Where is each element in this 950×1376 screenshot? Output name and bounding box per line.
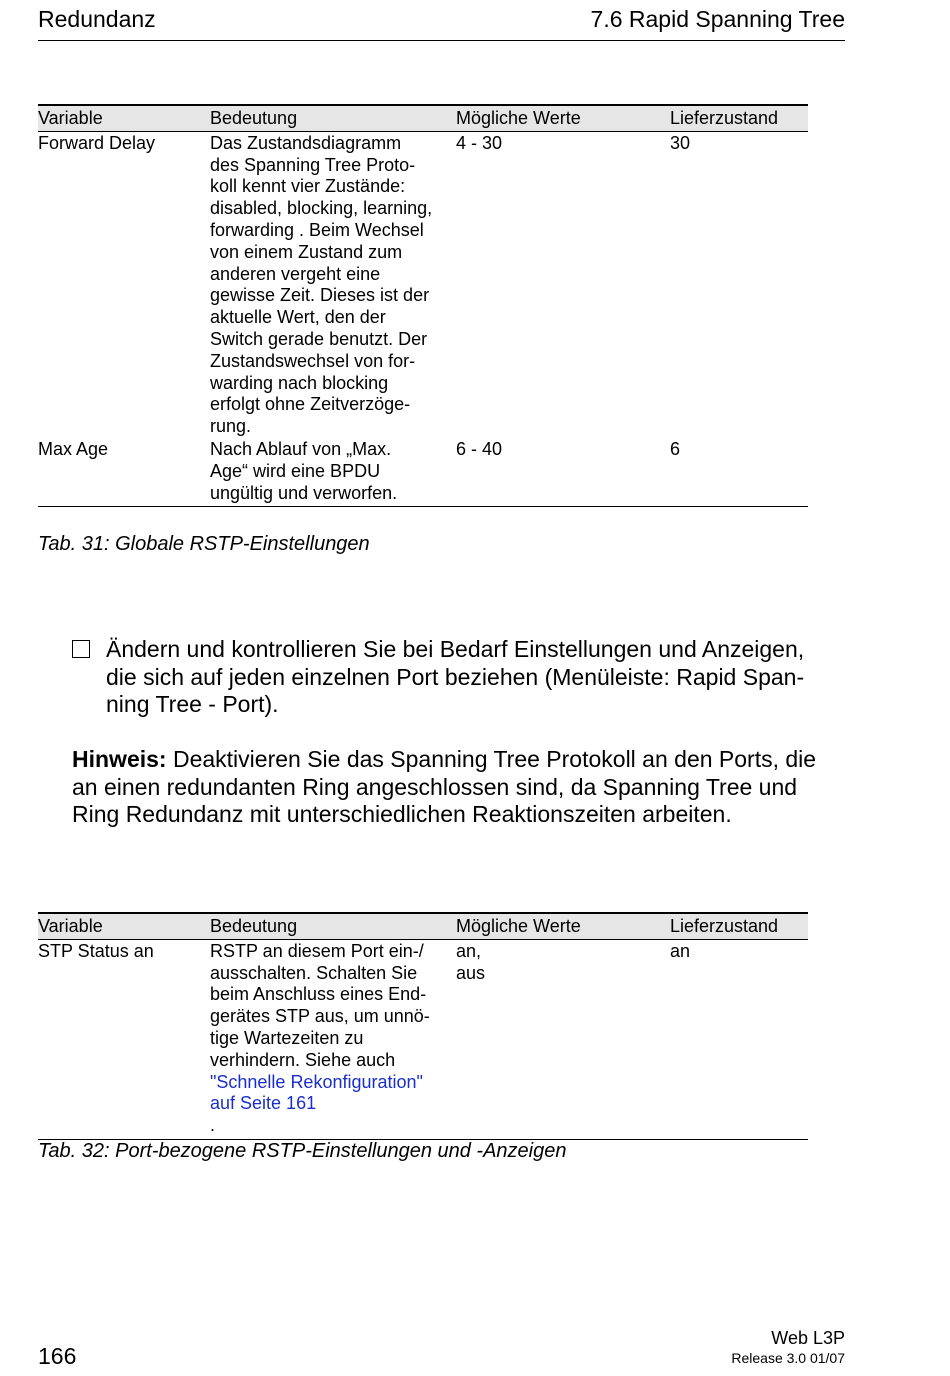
cell-werte <box>456 939 670 1139</box>
note-text: Deaktivieren Sie das Spanning Tree Protokoll an den Ports, die <box>166 746 817 772</box>
cross-reference-link[interactable]: "Schnelle Rekonfiguration" <box>210 1071 423 1092</box>
cell-variable: Max Age <box>38 438 210 507</box>
cross-reference-link[interactable]: auf Seite 161 <box>210 1093 317 1114</box>
desc-line: verhindern. Siehe auch <box>210 1049 396 1070</box>
cell-variable: Forward Delay <box>38 132 156 153</box>
col-werte: Mögliche Werte <box>456 913 670 939</box>
cell-bedeutung <box>210 438 456 507</box>
desc-line: Das Zustandsdiagramm <box>210 132 402 153</box>
task-line: die sich auf jeden einzelnen Port beziehen (Menüleiste: Rapid Span- <box>106 663 805 690</box>
desc-line: Zustandswechsel von for- <box>210 350 416 371</box>
desc-line: aktuelle Wert, den der <box>210 307 386 328</box>
desc-line: tige Wartezeiten zu <box>210 1027 364 1048</box>
desc-line: Switch gerade benutzt. Der <box>210 328 428 349</box>
desc-line: beim Anschluss eines End- <box>210 984 427 1005</box>
rstp-global-table <box>38 104 808 507</box>
note-paragraph <box>72 746 862 829</box>
note-text: Ring Redundanz mit unterschiedlichen Reaktionszeiten arbeiten. <box>72 801 732 827</box>
desc-line: RSTP an diesem Port ein-/ <box>210 940 424 961</box>
desc-line: ungültig und verworfen. <box>210 482 398 503</box>
task-line: ning Tree - Port). <box>106 691 279 717</box>
desc-suffix: . <box>210 1115 216 1136</box>
desc-line: ausschalten. Schalten Sie <box>210 962 418 983</box>
note-text: an einen redundanten Ring angeschlossen sind, da Spanning Tree und <box>72 773 798 800</box>
cell-bedeutung <box>210 131 456 438</box>
desc-line: rung. <box>210 416 252 437</box>
cell-lieferzustand: an <box>670 939 808 1139</box>
desc-line: anderen vergeht eine <box>210 263 381 284</box>
task-text <box>106 636 852 719</box>
rstp-port-table <box>38 912 808 1140</box>
col-werte: Mögliche Werte <box>456 105 670 131</box>
desc-line: Age“ wird eine BPDU <box>210 460 381 481</box>
col-lieferzustand: Lieferzustand <box>670 105 808 131</box>
note-label: Hinweis: <box>72 746 167 772</box>
cell-lieferzustand: 30 <box>670 132 691 153</box>
desc-line: koll kennt vier Zustände: <box>210 176 406 197</box>
desc-line: warding nach blocking <box>210 372 389 393</box>
cell-variable: STP Status an <box>38 939 210 1139</box>
table-row <box>38 939 808 1139</box>
desc-line: des Spanning Tree Proto- <box>210 154 416 175</box>
cell-werte: 6 - 40 <box>456 438 670 507</box>
col-variable: Variable <box>38 105 210 131</box>
desc-line: von einem Zustand zum <box>210 241 403 262</box>
desc-line: forwarding . Beim Wechsel <box>210 219 424 240</box>
col-bedeutung: Bedeutung <box>210 105 456 131</box>
page-header <box>38 6 845 41</box>
table-caption: Tab. 32: Port-bezogene RSTP-Einstellungen und -Anzeigen <box>38 1140 567 1162</box>
col-lieferzustand: Lieferzustand <box>670 913 808 939</box>
table-row <box>38 131 808 438</box>
desc-line: gerätes STP aus, um unnö- <box>210 1006 430 1027</box>
task-item <box>72 636 852 719</box>
col-variable: Variable <box>38 913 210 939</box>
desc-line: disabled, blocking, learning, <box>210 198 433 219</box>
desc-line: gewisse Zeit. Dieses ist der <box>210 285 430 306</box>
cell-werte: 4 - 30 <box>456 132 503 153</box>
task-line: Ändern und kontrollieren Sie bei Bedarf Einstellungen und Anzeigen, <box>106 636 805 662</box>
value-line: an, <box>456 940 482 961</box>
table-row <box>38 438 808 507</box>
desc-line: erfolgt ohne Zeitverzöge- <box>210 394 411 415</box>
table-header-row <box>38 913 808 939</box>
section-title: 7.6 Rapid Spanning Tree <box>590 6 845 32</box>
product-name: Web L3P <box>771 1328 845 1348</box>
desc-line: Nach Ablauf von „Max. <box>210 438 392 459</box>
cell-bedeutung <box>210 939 456 1139</box>
cell-lieferzustand: 6 <box>670 438 808 507</box>
table-header-row <box>38 105 808 131</box>
col-bedeutung: Bedeutung <box>210 913 456 939</box>
table-caption: Tab. 31: Globale RSTP-Einstellungen <box>38 533 370 555</box>
page-number: 166 <box>38 1343 77 1369</box>
chapter-title: Redundanz <box>38 6 156 32</box>
value-line: aus <box>456 962 486 983</box>
checkbox-icon <box>72 640 90 658</box>
release-info: Release 3.0 01/07 <box>731 1350 845 1366</box>
